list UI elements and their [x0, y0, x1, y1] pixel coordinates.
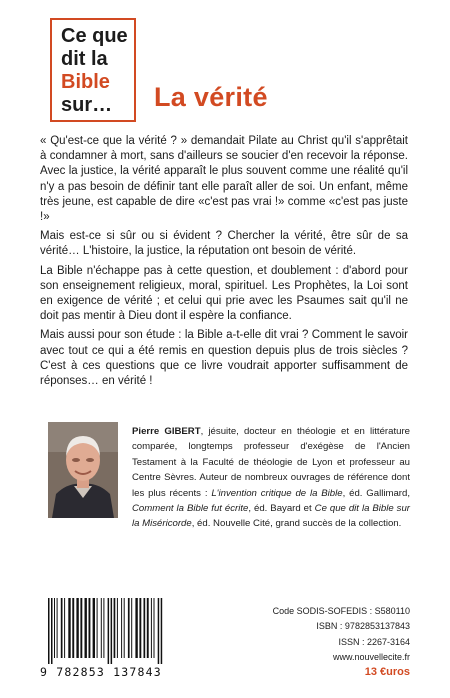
- series-logo: [50, 18, 136, 122]
- barcode-bar: [154, 598, 155, 658]
- barcode-bar: [161, 598, 163, 664]
- barcode-bar: [61, 598, 63, 658]
- distributor-code: Code SODIS-SOFEDIS : S580110: [272, 606, 410, 616]
- barcode-bar: [68, 598, 70, 658]
- barcode-bar: [103, 598, 104, 658]
- barcode-bar: [131, 598, 132, 658]
- barcode-bar: [108, 598, 110, 664]
- barcode-bar: [64, 598, 65, 658]
- paragraph: « Qu'est-ce que la vérité ? » demandait Pilate au Christ qu'il s'apprêtait à condamner à mort, sans d'ailleurs se soucier d'en recevoir la réponse. Avec la justice, la vérité apparaît le plus souvent comme une réalité qu'il n'y a pas besoin de définir tant elle paraît aller de soi. Un enfant, même très jeune, est capable de dire «c'est pas vrai !» comme «c'est pas juste !»: [40, 135, 408, 224]
- barcode-bar: [51, 598, 53, 664]
- barcode-bar: [89, 598, 91, 658]
- barcode-digits: 9 782853 137843: [40, 665, 162, 679]
- barcode-bar: [121, 598, 122, 658]
- barcode-bar: [76, 598, 78, 658]
- paragraph: La Bible n'échappe pas à cette question, et doublement : d'abord pour son enseignement religieux, moral, spirituel. Les Prophètes, la Loi sont en exigence de vérité ; et celui qui prie avec les Psaumes sait qu'il ne doit pas mentir à Dieu dont il espère la confiance.: [40, 264, 408, 323]
- author-bio: [132, 424, 410, 532]
- barcode-bar: [147, 598, 149, 658]
- book-reference: L'invention critique de la Bible: [211, 487, 343, 499]
- series-logo-line-1: Ce que: [61, 25, 128, 47]
- series-logo-line-3: Bible: [61, 71, 110, 93]
- author-name: Pierre GIBERT: [132, 426, 201, 437]
- paragraph: Mais est-ce si sûr ou si évident ? Chercher la vérité, être sûr de sa vérité… L'histoire, la justice, la réputation ont besoin de vérité.: [40, 230, 408, 258]
- barcode-bar: [139, 598, 141, 658]
- barcode-bar: [93, 598, 95, 658]
- author-bio-text: , éd. Nouvelle Cité, grand succès de la collection.: [191, 518, 402, 530]
- barcode-bar: [151, 598, 152, 658]
- author-bio-text: , éd. Gallimard,: [342, 487, 410, 499]
- barcode-bars: [38, 598, 258, 664]
- barcode-bar: [135, 598, 137, 658]
- barcode-bar: [111, 598, 113, 664]
- paragraph: Mais aussi pour son étude : la Bible a-t-elle dit vrai ? Comment le savoir avec tout ce qui a été remis en question depuis plus de trois siècles ? C'est à ces questions que ce livre voudrait apporter suffisamment de réponses… en vérité !: [40, 329, 408, 388]
- series-logo-line-2: dit la: [61, 48, 108, 70]
- issn: ISSN : 2267-3164: [338, 636, 410, 647]
- author-portrait-image: [48, 422, 118, 518]
- barcode-bar: [101, 598, 102, 658]
- barcode-bar: [158, 598, 160, 664]
- barcode-bar: [114, 598, 116, 658]
- barcode-bar: [97, 598, 98, 658]
- series-logo-line-4: sur…: [61, 94, 113, 116]
- book-reference: Ce que dit la Bible sur la Miséricorde: [132, 503, 411, 530]
- author-photo: [48, 422, 118, 518]
- barcode-bar: [128, 598, 130, 658]
- barcode-bar: [80, 598, 82, 658]
- book-title: La vérité: [154, 82, 268, 112]
- barcode-bar: [85, 598, 87, 658]
- barcode-bar: [144, 598, 146, 658]
- publication-info: [273, 604, 410, 680]
- barcode-bar: [48, 598, 50, 664]
- isbn: ISBN : 9782853137843: [316, 621, 410, 632]
- price: 13 €uros: [364, 666, 410, 679]
- author-bio-text: , jésuite, docteur en théologie et en littérature comparée, longtemps professeur d'exégèse de l'Ancien Testament à la Faculté de théologie de Lyon et professeur au Centre Sèvres. Auteur de nombreux ouvrages de référence dont les plus récents :: [132, 426, 410, 499]
- author-bio-text: , éd. Bayard et: [248, 503, 315, 515]
- book-reference: Comment la Bible fut écrite: [132, 503, 249, 515]
- barcode-bar: [72, 598, 74, 658]
- barcode-bar: [117, 598, 118, 658]
- barcode-bar: [57, 598, 58, 658]
- barcode-bar: [54, 598, 55, 658]
- back-cover-text: [40, 134, 408, 393]
- barcode-bar: [124, 598, 125, 658]
- website: www.nouvellecite.fr: [332, 651, 410, 662]
